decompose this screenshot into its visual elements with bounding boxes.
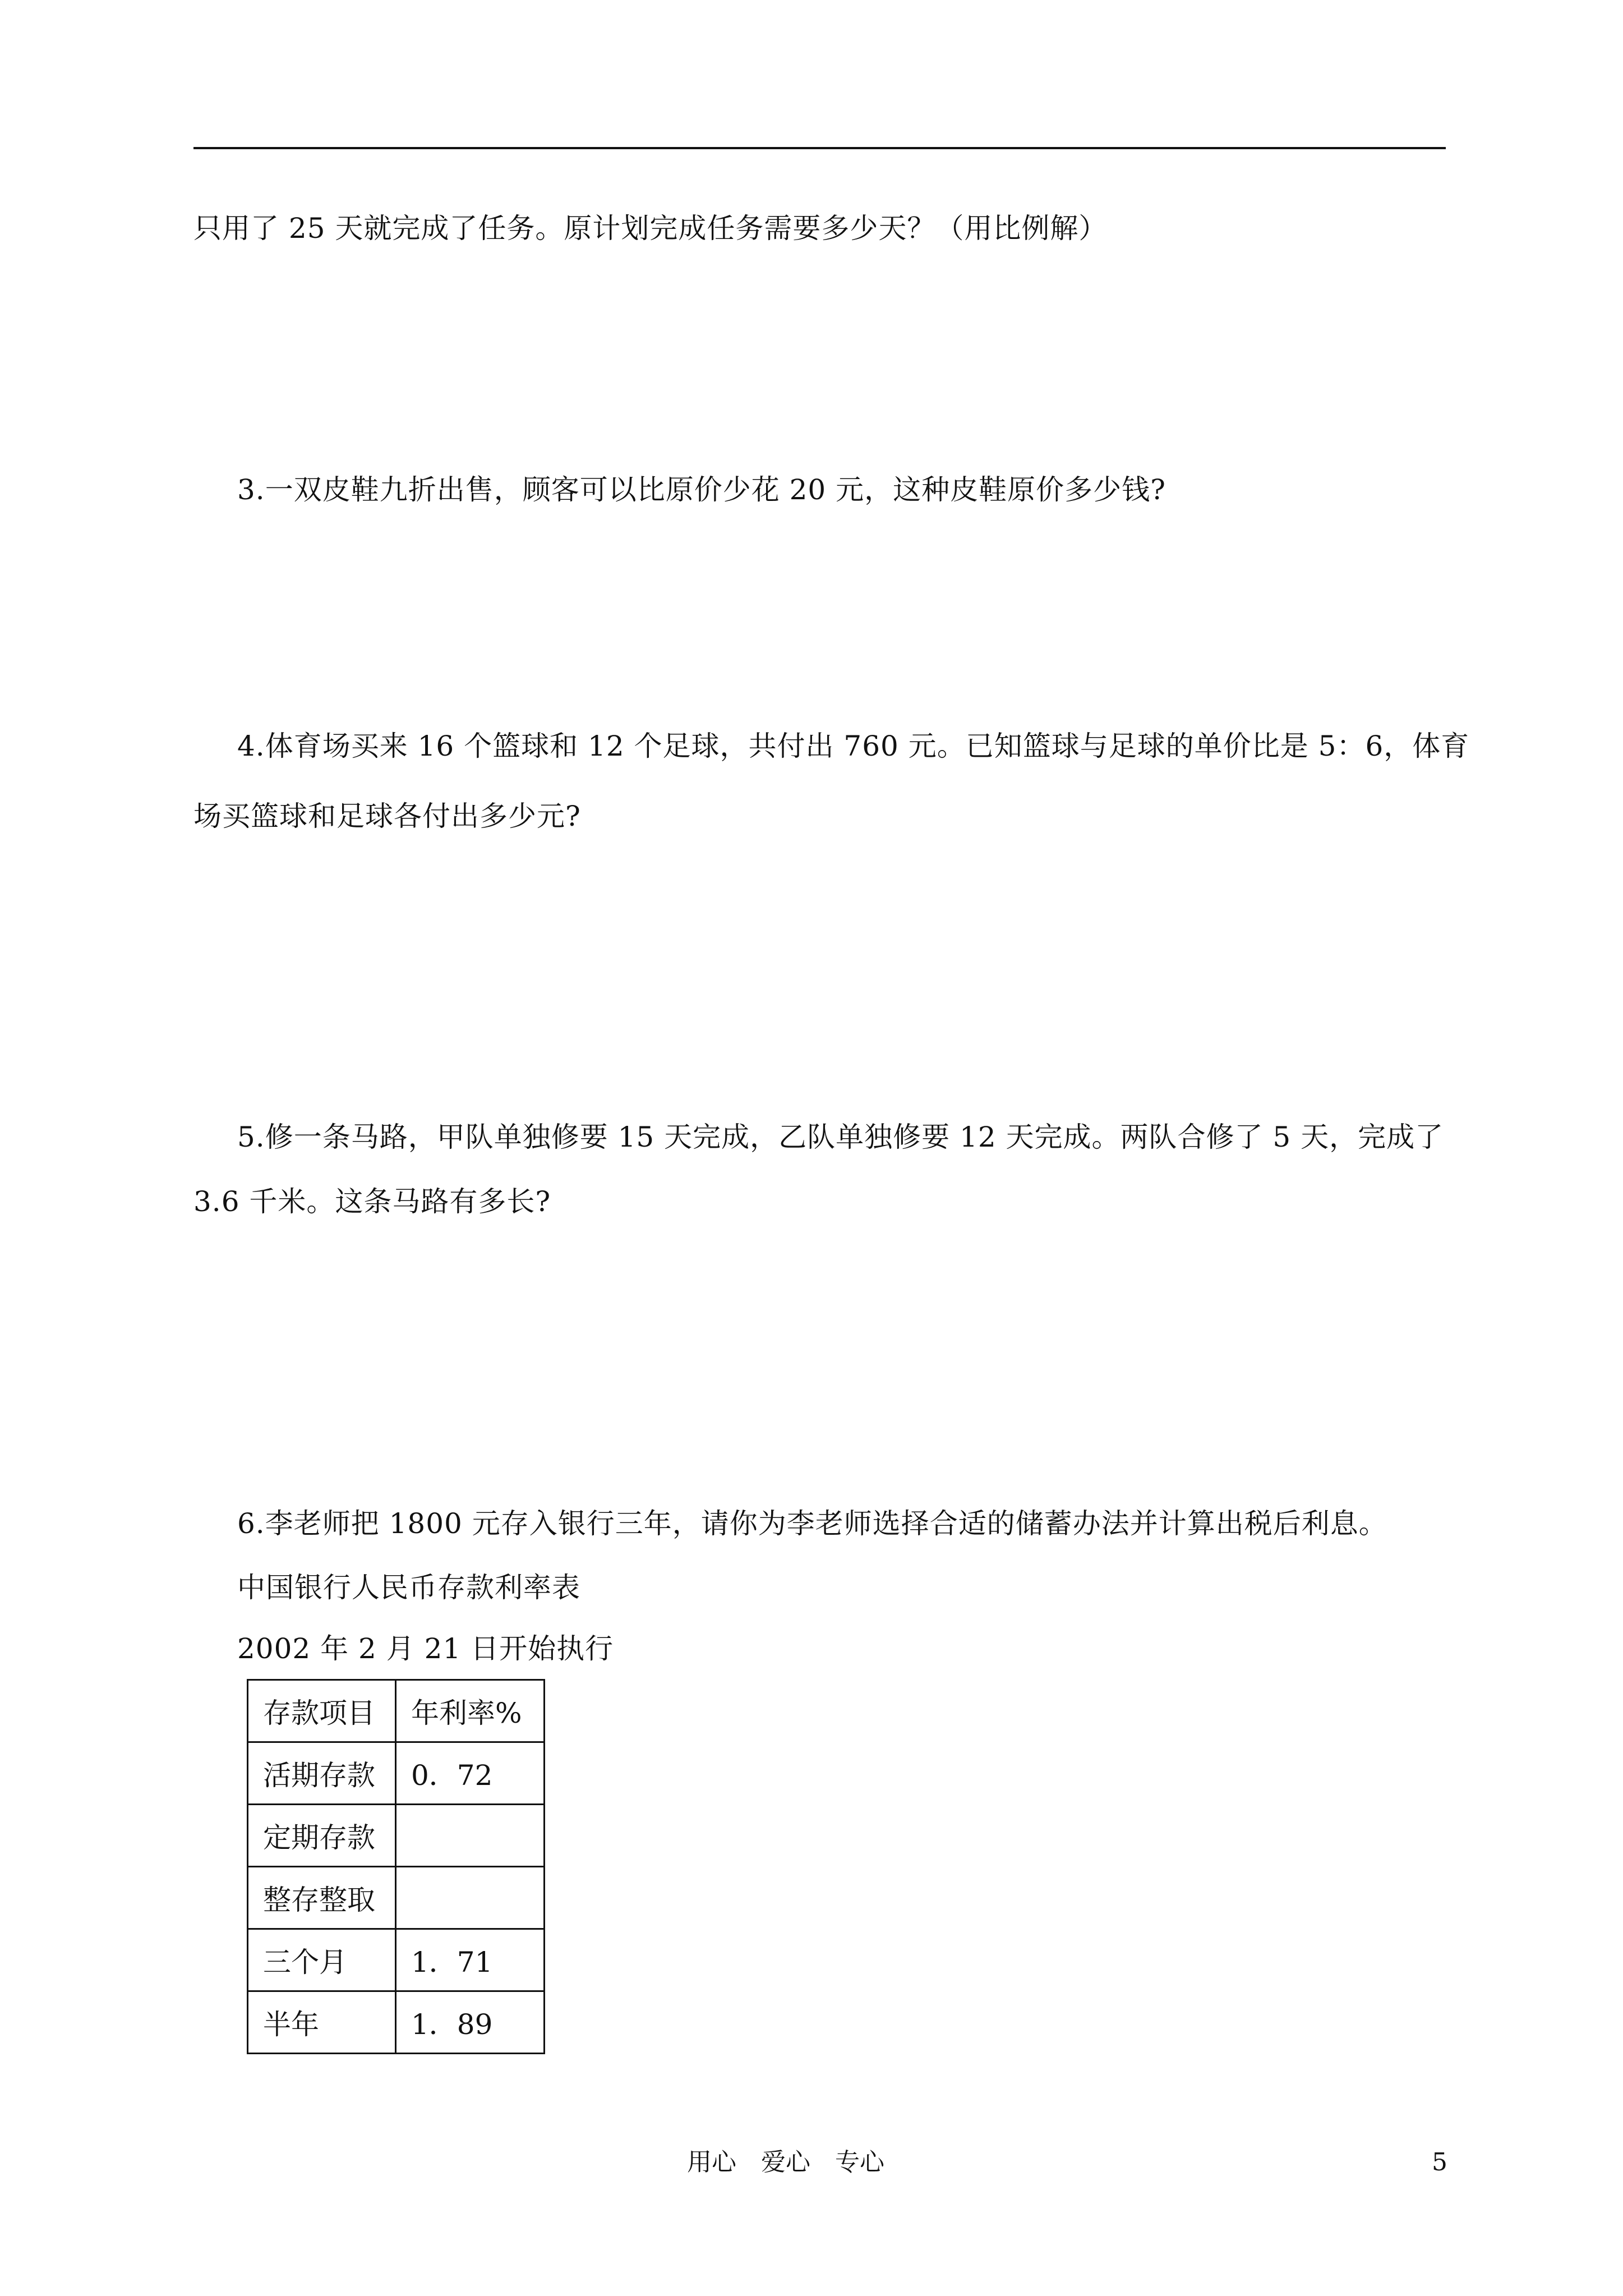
table-row <box>248 1805 545 1867</box>
question-4-line-1: 4.体育场买来 16 个篮球和 12 个足球，共付出 760 元。已知篮球与足球的单价比是 5：6，体育 <box>237 730 1470 762</box>
question-2-continuation: 只用了 25 天就完成了任务。原计划完成任务需要多少天？（用比例解） <box>193 212 1108 245</box>
page-number: 5 <box>1432 2148 1447 2177</box>
table-row <box>248 1929 545 1991</box>
table-cell: 0．72 <box>396 1742 545 1805</box>
table-cell <box>396 1805 545 1867</box>
table-cell: 活期存款 <box>248 1742 396 1805</box>
header-rule <box>193 147 1446 149</box>
table-row <box>248 1742 545 1805</box>
table-cell: 定期存款 <box>248 1805 396 1867</box>
table-cell: 存款项目 <box>248 1680 396 1742</box>
table-row <box>248 1680 545 1742</box>
table-date: 2002 年 2 月 21 日开始执行 <box>237 1632 614 1665</box>
table-title: 中国银行人民币存款利率表 <box>237 1571 580 1604</box>
question-3: 3.一双皮鞋九折出售，顾客可以比原价少花 20 元，这种皮鞋原价多少钱? <box>237 473 1166 506</box>
interest-rate-table <box>247 1679 545 2054</box>
table-cell: 1．89 <box>396 1991 545 2054</box>
footer-motto: 用心 爱心 专心 <box>687 2148 884 2177</box>
question-5-line-2: 3.6 千米。这条马路有多长? <box>193 1185 551 1218</box>
table-cell: 半年 <box>248 1991 396 2054</box>
table-row <box>248 1991 545 2054</box>
table-cell: 三个月 <box>248 1929 396 1991</box>
table-cell <box>396 1867 545 1929</box>
question-5-line-1: 5.修一条马路，甲队单独修要 15 天完成，乙队单独修要 12 天完成。两队合修了 5 天，完成了 <box>237 1121 1444 1153</box>
table-cell: 整存整取 <box>248 1867 396 1929</box>
table-row <box>248 1867 545 1929</box>
question-6: 6.李老师把 1800 元存入银行三年，请你为李老师选择合适的储蓄办法并计算出税后利息。 <box>237 1507 1387 1540</box>
question-4-line-2: 场买篮球和足球各付出多少元? <box>193 800 581 832</box>
table-cell: 年利率% <box>396 1680 545 1742</box>
table-cell: 1．71 <box>396 1929 545 1991</box>
